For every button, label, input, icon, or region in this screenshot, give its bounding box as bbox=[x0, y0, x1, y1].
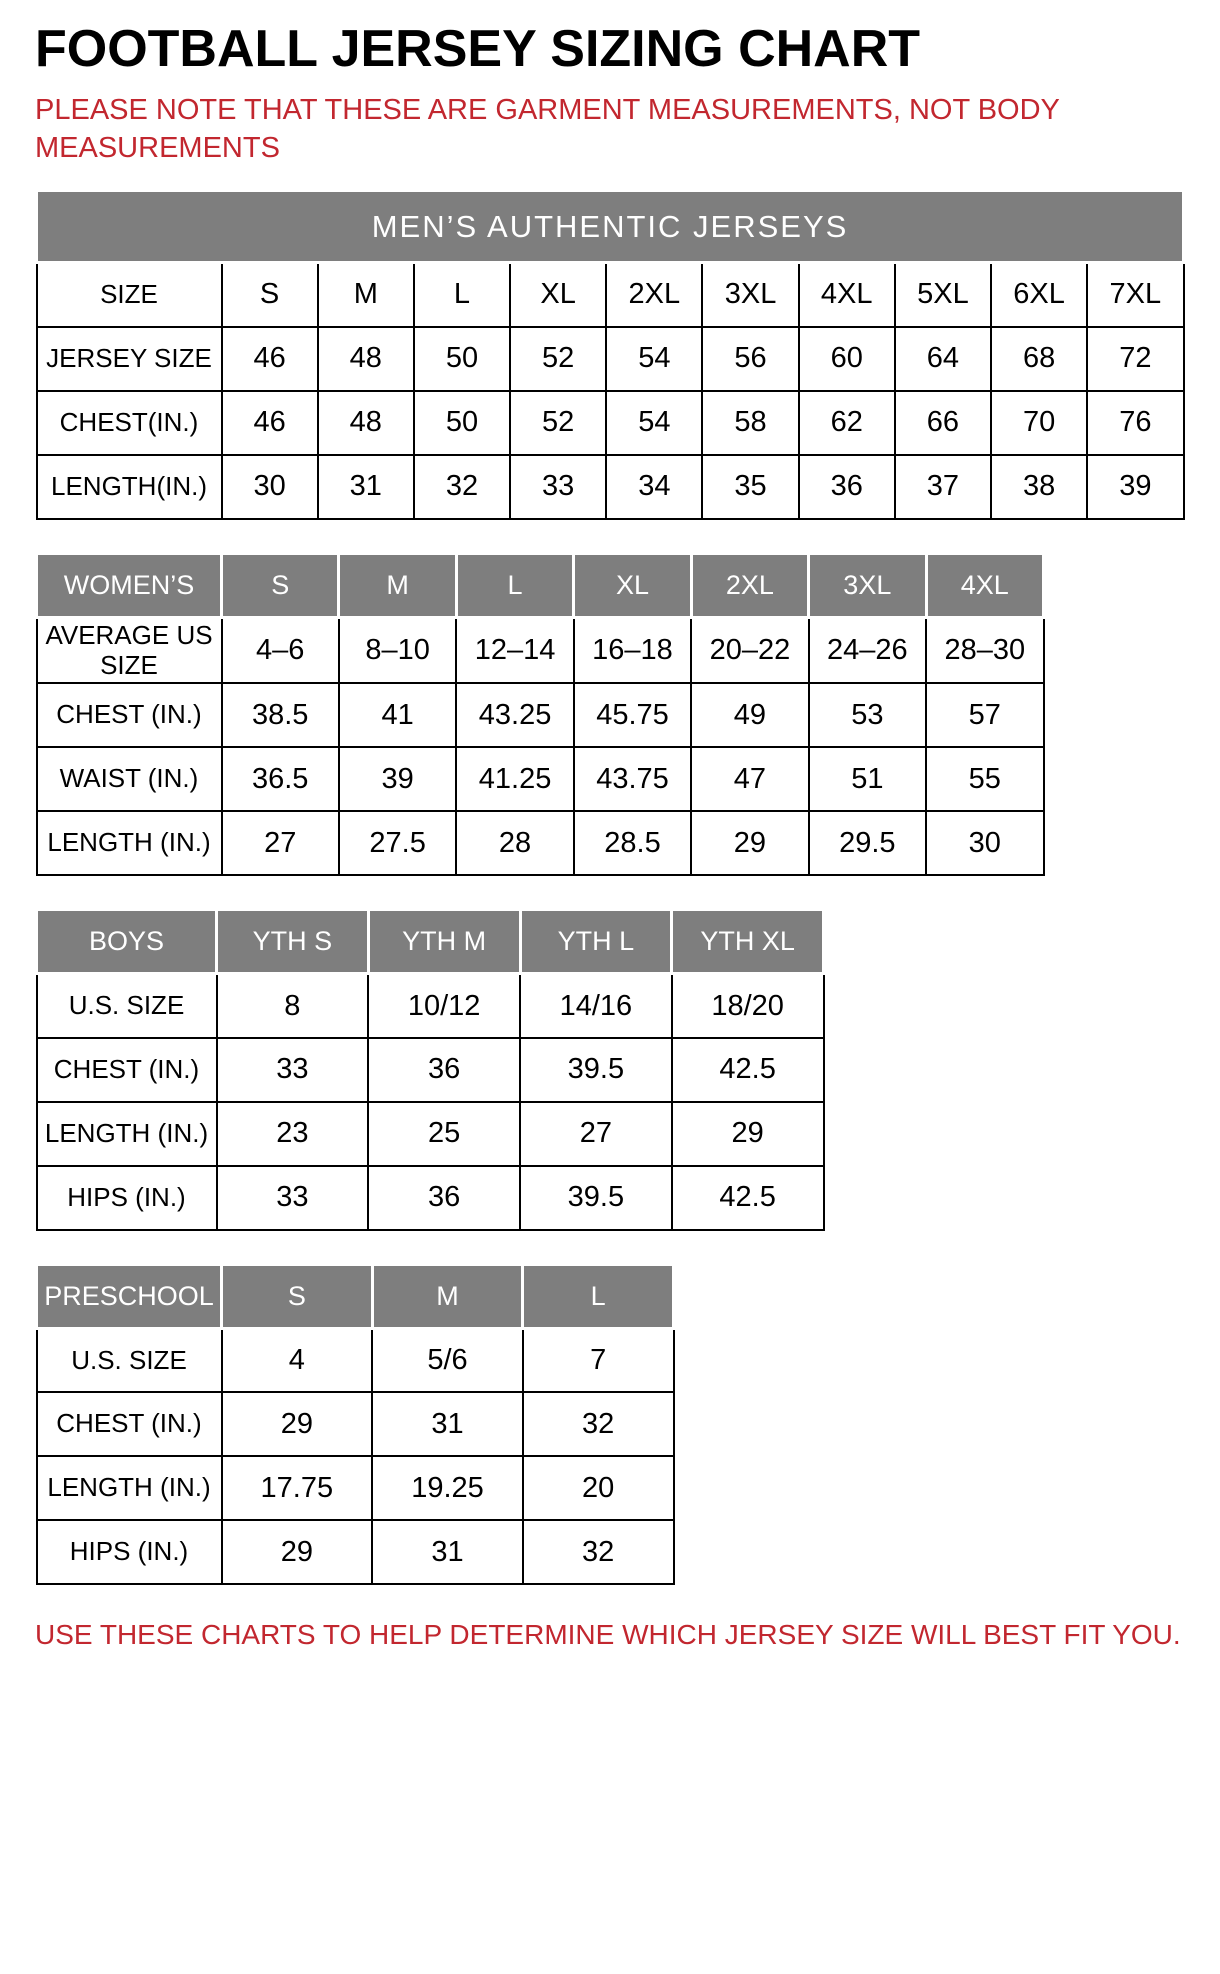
measurement-cell: 4–6 bbox=[222, 617, 339, 683]
table-row bbox=[37, 263, 1184, 327]
row-label: LENGTH (IN.) bbox=[37, 811, 222, 875]
measurement-cell: 39.5 bbox=[520, 1038, 672, 1102]
size-column-header: 4XL bbox=[926, 553, 1043, 617]
womens-header-label: WOMEN’S bbox=[37, 553, 222, 617]
size-column-header: YTH L bbox=[520, 910, 672, 974]
measurement-cell: 14/16 bbox=[520, 974, 672, 1038]
measurement-cell: 31 bbox=[372, 1392, 523, 1456]
size-column-header: YTH S bbox=[217, 910, 369, 974]
table-header-row bbox=[37, 1264, 674, 1328]
measurement-cell: 32 bbox=[523, 1392, 674, 1456]
row-label: U.S. SIZE bbox=[37, 974, 217, 1038]
measurement-cell: 52 bbox=[510, 327, 606, 391]
table-row bbox=[37, 1392, 674, 1456]
measurement-cell: 36 bbox=[368, 1038, 520, 1102]
measurement-cell: 17.75 bbox=[222, 1456, 373, 1520]
measurement-cell: 7 bbox=[523, 1328, 674, 1392]
size-column-header: XL bbox=[574, 553, 691, 617]
measurement-cell: XL bbox=[510, 263, 606, 327]
measurement-cell: 29 bbox=[222, 1392, 373, 1456]
size-column-header: S bbox=[222, 1264, 373, 1328]
measurement-cell: 41 bbox=[339, 683, 456, 747]
measurement-cell: 45.75 bbox=[574, 683, 691, 747]
measurement-cell: 39.5 bbox=[520, 1166, 672, 1230]
measurement-cell: 50 bbox=[414, 391, 510, 455]
measurement-cell: 43.25 bbox=[456, 683, 573, 747]
table-row bbox=[37, 974, 824, 1038]
preschool-table-container bbox=[35, 1263, 1190, 1586]
measurement-cell: 38.5 bbox=[222, 683, 339, 747]
row-label: LENGTH(IN.) bbox=[37, 455, 222, 519]
table-header-row bbox=[37, 553, 1044, 617]
measurement-cell: 56 bbox=[702, 327, 798, 391]
measurement-cell: 27.5 bbox=[339, 811, 456, 875]
row-label: AVERAGE US SIZE bbox=[37, 617, 222, 683]
row-label: CHEST(IN.) bbox=[37, 391, 222, 455]
table-row bbox=[37, 617, 1044, 683]
measurement-cell: 19.25 bbox=[372, 1456, 523, 1520]
measurement-cell: 29 bbox=[672, 1102, 824, 1166]
row-label: U.S. SIZE bbox=[37, 1328, 222, 1392]
measurement-cell: 58 bbox=[702, 391, 798, 455]
size-column-header: 3XL bbox=[809, 553, 926, 617]
measurement-cell: 23 bbox=[217, 1102, 369, 1166]
boys-sizing-table bbox=[35, 908, 825, 1231]
footer-note: USE THESE CHARTS TO HELP DETERMINE WHICH JERSEY SIZE WILL BEST FIT YOU. bbox=[35, 1619, 1181, 1651]
measurement-cell: 5/6 bbox=[372, 1328, 523, 1392]
size-column-header: M bbox=[339, 553, 456, 617]
table-row bbox=[37, 747, 1044, 811]
measurement-cell: 36 bbox=[368, 1166, 520, 1230]
measurement-cell: 31 bbox=[372, 1520, 523, 1584]
measurement-cell: 16–18 bbox=[574, 617, 691, 683]
measurement-cell: 34 bbox=[606, 455, 702, 519]
table-row bbox=[37, 1328, 674, 1392]
measurement-cell: 33 bbox=[217, 1166, 369, 1230]
measurement-cell: 46 bbox=[222, 391, 318, 455]
measurement-cell: 36 bbox=[799, 455, 895, 519]
table-row bbox=[37, 1166, 824, 1230]
row-label: CHEST (IN.) bbox=[37, 1038, 217, 1102]
measurement-cell: 72 bbox=[1087, 327, 1183, 391]
measurement-cell: 57 bbox=[926, 683, 1043, 747]
measurement-cell: 60 bbox=[799, 327, 895, 391]
measurement-cell: 8–10 bbox=[339, 617, 456, 683]
measurement-cell: 53 bbox=[809, 683, 926, 747]
measurement-cell: 64 bbox=[895, 327, 991, 391]
measurement-cell: L bbox=[414, 263, 510, 327]
measurement-cell: 29 bbox=[222, 1520, 373, 1584]
size-column-header: 2XL bbox=[691, 553, 808, 617]
measurement-cell: 48 bbox=[318, 327, 414, 391]
table-row bbox=[37, 811, 1044, 875]
measurement-cell: 28 bbox=[456, 811, 573, 875]
measurement-cell: 20 bbox=[523, 1456, 674, 1520]
measurement-cell: 10/12 bbox=[368, 974, 520, 1038]
mens-table-container bbox=[35, 189, 1190, 520]
measurement-cell: 42.5 bbox=[672, 1166, 824, 1230]
measurement-cell: 29 bbox=[691, 811, 808, 875]
measurement-cell: 70 bbox=[991, 391, 1087, 455]
measurement-cell: 25 bbox=[368, 1102, 520, 1166]
preschool-sizing-table bbox=[35, 1263, 675, 1586]
measurement-cell: 18/20 bbox=[672, 974, 824, 1038]
measurement-cell: 51 bbox=[809, 747, 926, 811]
measurement-cell: 39 bbox=[339, 747, 456, 811]
measurement-cell: 33 bbox=[510, 455, 606, 519]
table-row bbox=[37, 683, 1044, 747]
measurement-cell: 29.5 bbox=[809, 811, 926, 875]
measurement-cell: 41.25 bbox=[456, 747, 573, 811]
row-label: HIPS (IN.) bbox=[37, 1520, 222, 1584]
boys-table-container bbox=[35, 908, 1190, 1231]
measurement-cell: 32 bbox=[414, 455, 510, 519]
size-column-header: S bbox=[222, 553, 339, 617]
measurement-cell: 54 bbox=[606, 391, 702, 455]
measurement-cell: 6XL bbox=[991, 263, 1087, 327]
measurement-cell: 32 bbox=[523, 1520, 674, 1584]
measurement-cell: 54 bbox=[606, 327, 702, 391]
measurement-cell: 3XL bbox=[702, 263, 798, 327]
measurement-cell: 48 bbox=[318, 391, 414, 455]
measurement-cell: 30 bbox=[926, 811, 1043, 875]
measurement-cell: 68 bbox=[991, 327, 1087, 391]
measurement-cell: 30 bbox=[222, 455, 318, 519]
measurement-cell: 39 bbox=[1087, 455, 1183, 519]
measurement-cell: 62 bbox=[799, 391, 895, 455]
measurement-cell: 50 bbox=[414, 327, 510, 391]
boys-header-label: BOYS bbox=[37, 910, 217, 974]
measurement-cell: 47 bbox=[691, 747, 808, 811]
measurement-cell: 20–22 bbox=[691, 617, 808, 683]
measurement-cell: 5XL bbox=[895, 263, 991, 327]
measurement-cell: 52 bbox=[510, 391, 606, 455]
measurement-cell: 37 bbox=[895, 455, 991, 519]
row-label: HIPS (IN.) bbox=[37, 1166, 217, 1230]
table-title-row bbox=[37, 191, 1184, 263]
measurement-cell: 38 bbox=[991, 455, 1087, 519]
row-label: WAIST (IN.) bbox=[37, 747, 222, 811]
measurement-cell: 28.5 bbox=[574, 811, 691, 875]
table-row bbox=[37, 1102, 824, 1166]
measurement-cell: 27 bbox=[520, 1102, 672, 1166]
row-label: SIZE bbox=[37, 263, 222, 327]
mens-table-title: MEN’S AUTHENTIC JERSEYS bbox=[37, 191, 1184, 263]
womens-table-container bbox=[35, 552, 1190, 877]
measurement-cell: 43.75 bbox=[574, 747, 691, 811]
measurement-cell: 46 bbox=[222, 327, 318, 391]
row-label: LENGTH (IN.) bbox=[37, 1456, 222, 1520]
row-label: CHEST (IN.) bbox=[37, 1392, 222, 1456]
measurement-cell: 28–30 bbox=[926, 617, 1043, 683]
measurement-cell: 55 bbox=[926, 747, 1043, 811]
measurement-cell: 8 bbox=[217, 974, 369, 1038]
measurement-cell: 2XL bbox=[606, 263, 702, 327]
measurement-cell: 66 bbox=[895, 391, 991, 455]
table-header-row bbox=[37, 910, 824, 974]
measurement-cell: M bbox=[318, 263, 414, 327]
measurement-cell: 35 bbox=[702, 455, 798, 519]
preschool-header-label: PRESCHOOL bbox=[37, 1264, 222, 1328]
measurement-cell: 49 bbox=[691, 683, 808, 747]
size-column-header: YTH M bbox=[368, 910, 520, 974]
measurement-cell: 33 bbox=[217, 1038, 369, 1102]
size-column-header: M bbox=[372, 1264, 523, 1328]
measurement-cell: 36.5 bbox=[222, 747, 339, 811]
size-column-header: L bbox=[523, 1264, 674, 1328]
table-row bbox=[37, 391, 1184, 455]
measurement-note: PLEASE NOTE THAT THESE ARE GARMENT MEASUREMENTS, NOT BODY MEASUREMENTS bbox=[35, 93, 1060, 164]
table-row bbox=[37, 1520, 674, 1584]
measurement-cell: 7XL bbox=[1087, 263, 1183, 327]
table-row bbox=[37, 327, 1184, 391]
measurement-cell: 76 bbox=[1087, 391, 1183, 455]
measurement-cell: 42.5 bbox=[672, 1038, 824, 1102]
page-title: FOOTBALL JERSEY SIZING CHART bbox=[35, 20, 921, 78]
womens-sizing-table bbox=[35, 552, 1045, 877]
measurement-cell: 12–14 bbox=[456, 617, 573, 683]
table-row bbox=[37, 1456, 674, 1520]
table-row bbox=[37, 455, 1184, 519]
table-row bbox=[37, 1038, 824, 1102]
row-label: CHEST (IN.) bbox=[37, 683, 222, 747]
size-column-header: L bbox=[456, 553, 573, 617]
measurement-cell: 4XL bbox=[799, 263, 895, 327]
measurement-cell: 27 bbox=[222, 811, 339, 875]
measurement-cell: 24–26 bbox=[809, 617, 926, 683]
mens-sizing-table bbox=[35, 189, 1185, 520]
measurement-cell: 4 bbox=[222, 1328, 373, 1392]
size-column-header: YTH XL bbox=[672, 910, 824, 974]
measurement-cell: S bbox=[222, 263, 318, 327]
measurement-cell: 31 bbox=[318, 455, 414, 519]
row-label: JERSEY SIZE bbox=[37, 327, 222, 391]
row-label: LENGTH (IN.) bbox=[37, 1102, 217, 1166]
